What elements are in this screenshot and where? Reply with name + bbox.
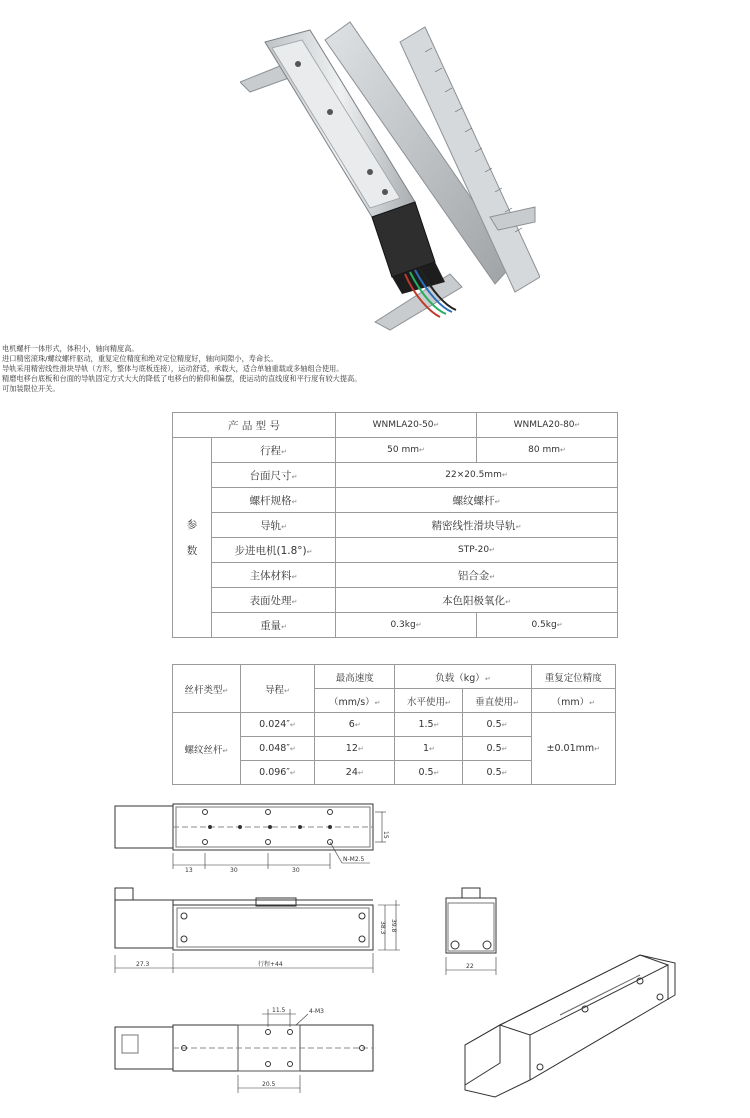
- table-row: [173, 488, 618, 513]
- col-speed-unit: （mm/s）↵: [315, 689, 395, 713]
- desc-line: 电机螺杆一体形式，体积小，轴向精度高。: [2, 344, 139, 353]
- table-row: [173, 538, 618, 563]
- spec-value: 80 mm↵: [477, 438, 618, 463]
- load-h-cell: 1↵: [395, 737, 463, 761]
- spec-label: 螺杆规格↵: [212, 488, 336, 513]
- dim-15: 15: [382, 831, 389, 839]
- spec-value: STP-20↵: [336, 538, 618, 563]
- hole-note: N-M2.5: [343, 856, 365, 863]
- desc-line: 精磨电移台底板和台面的导轨固定方式大大的降低了电移台的俯仰和偏摆，使运动的直线度和平行度有较大提高。: [2, 374, 362, 383]
- speed-cell: 12↵: [315, 737, 395, 761]
- dim-20-5: 20.5: [262, 1081, 276, 1088]
- product-photo: [240, 12, 540, 332]
- load-v-cell: 0.5↵: [463, 713, 531, 737]
- col-load: 负载（kg）↵: [395, 665, 531, 689]
- dim-13: 13: [185, 867, 193, 874]
- desc-line: 导轨采用精密线性滑块导轨（方形，整体与底板连接），运动舒适，承载大，适合单轴重载或多轴组合使用。: [2, 364, 344, 373]
- col-load-horizontal: 水平使用↵: [395, 689, 463, 713]
- table-row: [173, 613, 618, 638]
- spec-value: 铝合金↵: [336, 563, 618, 588]
- screw-type-cell: 螺纹丝杆↵: [173, 713, 241, 785]
- spec-value: 0.3kg↵: [336, 613, 477, 638]
- dim-30-a: 30: [230, 867, 238, 874]
- speed-cell: 6↵: [315, 713, 395, 737]
- dim-39-8: 39.8: [390, 919, 397, 933]
- technical-drawings: [0, 795, 750, 1118]
- table-row: [173, 513, 618, 538]
- lead-cell: 0.048″↵: [240, 737, 314, 761]
- table-row: [173, 563, 618, 588]
- load-h-cell: 0.5↵: [395, 761, 463, 785]
- spec-label: 导轨↵: [212, 513, 336, 538]
- iso-view: [465, 955, 675, 1097]
- bottom-view: [115, 1009, 373, 1093]
- table-row: [173, 713, 616, 737]
- load-h-cell: 1.5↵: [395, 713, 463, 737]
- param-group-label: 参 数: [173, 438, 212, 638]
- spec-value: 0.5kg↵: [477, 613, 618, 638]
- col-repeat-accuracy: 重复定位精度: [531, 665, 615, 689]
- dim-27-3: 27.3: [136, 961, 150, 968]
- table-row: [173, 588, 618, 613]
- model-80: WNMLA20-80↵: [477, 413, 618, 438]
- dim-22: 22: [466, 963, 474, 970]
- spec-label: 台面尺寸↵: [212, 463, 336, 488]
- table-row: [173, 463, 618, 488]
- spec-value: 50 mm↵: [336, 438, 477, 463]
- hole-note-2: 4-M3: [309, 1008, 324, 1015]
- speed-cell: 24↵: [315, 761, 395, 785]
- model-50: WNMLA20-50↵: [336, 413, 477, 438]
- col-screw-type: 丝杆类型↵: [173, 665, 241, 713]
- repeat-accuracy-cell: ±0.01mm↵: [531, 713, 615, 785]
- model-header: 产 品 型 号: [173, 413, 336, 438]
- dim-38-3: 38.3: [379, 921, 386, 935]
- table-row: [173, 665, 616, 689]
- dim-stroke: 行程+44: [258, 961, 283, 968]
- col-max-speed: 最高速度: [315, 665, 395, 689]
- performance-table: [172, 664, 616, 785]
- table-row: [173, 438, 618, 463]
- spec-label: 表面处理↵: [212, 588, 336, 613]
- table-row: [173, 413, 618, 438]
- load-v-cell: 0.5↵: [463, 737, 531, 761]
- lead-cell: 0.024″↵: [240, 713, 314, 737]
- spec-value: 精密线性滑块导轨↵: [336, 513, 618, 538]
- dim-30-b: 30: [292, 867, 300, 874]
- lead-cell: 0.096″↵: [240, 761, 314, 785]
- spec-label: 重量↵: [212, 613, 336, 638]
- load-v-cell: 0.5↵: [463, 761, 531, 785]
- spec-label: 步进电机(1.8°)↵: [212, 538, 336, 563]
- side-view: [446, 888, 496, 975]
- spec-table: [172, 412, 618, 638]
- col-lead: 导程↵: [240, 665, 314, 713]
- spec-value: 本色阳极氧化↵: [336, 588, 618, 613]
- desc-line: 可加装限位开关。: [2, 384, 60, 393]
- spec-label: 主体材料↵: [212, 563, 336, 588]
- dim-11-5: 11.5: [272, 1007, 286, 1014]
- product-description: [2, 344, 642, 394]
- spec-value: 螺纹螺杆↵: [336, 488, 618, 513]
- col-repeat-unit: （mm）↵: [531, 689, 615, 713]
- col-load-vertical: 垂直使用↵: [463, 689, 531, 713]
- spec-label: 行程↵: [212, 438, 336, 463]
- spec-value: 22×20.5mm↵: [336, 463, 618, 488]
- desc-line: 进口精密滚珠/螺纹螺杆驱动，重复定位精度和绝对定位精度好，轴向间隙小，寿命长。: [2, 354, 278, 363]
